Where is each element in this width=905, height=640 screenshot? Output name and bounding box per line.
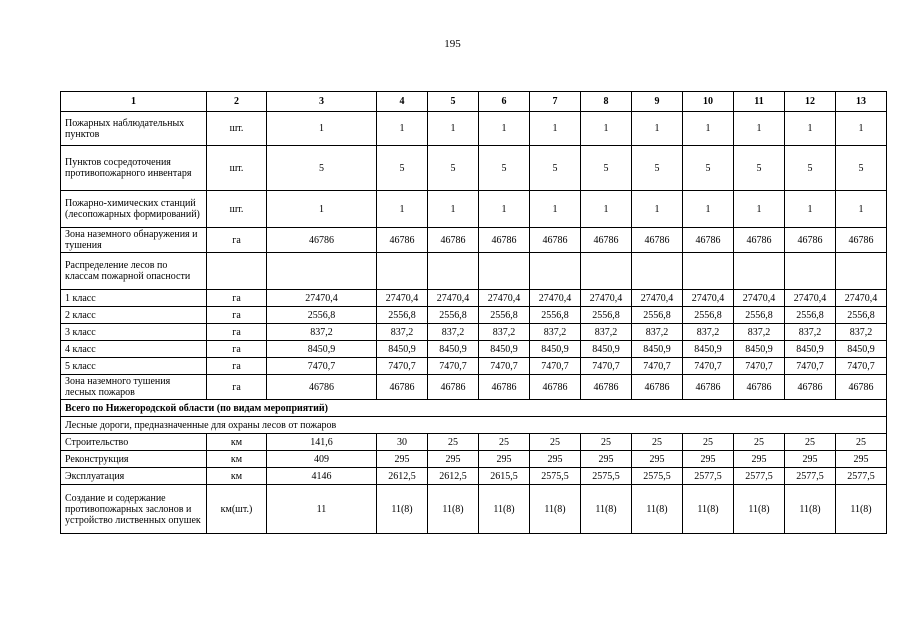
- row-value: 5: [581, 146, 632, 191]
- row-label: Зона наземного обнаружения и тушения: [61, 228, 207, 253]
- section-row: [61, 400, 887, 417]
- row-value: [530, 253, 581, 290]
- column-header: 12: [785, 92, 836, 112]
- row-value: [632, 253, 683, 290]
- row-label: 3 класс: [61, 324, 207, 341]
- row-value: 27470,4: [479, 290, 530, 307]
- row-value: 2556,8: [683, 307, 734, 324]
- row-value: 2556,8: [632, 307, 683, 324]
- row-value: 837,2: [734, 324, 785, 341]
- row-label: Создание и содержание противопожарных заслонов и устройство лиственных опушек: [61, 485, 207, 534]
- row-value: 2577,5: [734, 468, 785, 485]
- row-unit: га: [207, 341, 267, 358]
- table-row: [61, 451, 887, 468]
- row-value: 5: [734, 146, 785, 191]
- row-value: 25: [836, 434, 887, 451]
- row-value: 409: [267, 451, 377, 468]
- row-value: 8450,9: [530, 341, 581, 358]
- row-value: 5: [267, 146, 377, 191]
- table-row: [61, 191, 887, 228]
- row-value: 27470,4: [785, 290, 836, 307]
- row-value: 1: [785, 191, 836, 228]
- row-value: 1: [632, 112, 683, 146]
- row-value: 2575,5: [530, 468, 581, 485]
- table-row: [61, 307, 887, 324]
- row-value: 837,2: [683, 324, 734, 341]
- column-header: 10: [683, 92, 734, 112]
- row-value: 7470,7: [377, 358, 428, 375]
- row-value: 46786: [785, 375, 836, 400]
- column-header: 2: [207, 92, 267, 112]
- row-value: 46786: [632, 375, 683, 400]
- row-value: 295: [581, 451, 632, 468]
- row-value: 295: [785, 451, 836, 468]
- row-value: 2556,8: [377, 307, 428, 324]
- row-value: 837,2: [836, 324, 887, 341]
- row-value: [428, 253, 479, 290]
- column-header: 3: [267, 92, 377, 112]
- row-value: 1: [734, 191, 785, 228]
- row-value: 5: [530, 146, 581, 191]
- row-label: Распределение лесов по классам пожарной опасности: [61, 253, 207, 290]
- row-value: 2615,5: [479, 468, 530, 485]
- row-value: 2612,5: [428, 468, 479, 485]
- row-value: 2556,8: [785, 307, 836, 324]
- row-value: 837,2: [530, 324, 581, 341]
- row-value: 27470,4: [530, 290, 581, 307]
- forest-fire-table: [60, 91, 887, 534]
- row-value: 46786: [428, 228, 479, 253]
- row-value: 8450,9: [428, 341, 479, 358]
- row-value: 11: [267, 485, 377, 534]
- row-value: 46786: [581, 228, 632, 253]
- row-label: 2 класс: [61, 307, 207, 324]
- row-value: 46786: [632, 228, 683, 253]
- row-value: 2556,8: [530, 307, 581, 324]
- row-value: 11(8): [428, 485, 479, 534]
- row-value: 1: [428, 191, 479, 228]
- row-value: 30: [377, 434, 428, 451]
- row-value: 1: [267, 191, 377, 228]
- table-row: [61, 112, 887, 146]
- row-value: 1: [581, 191, 632, 228]
- row-value: 2556,8: [836, 307, 887, 324]
- row-value: 5: [836, 146, 887, 191]
- row-value: 7470,7: [734, 358, 785, 375]
- row-value: 2556,8: [734, 307, 785, 324]
- table-row: [61, 290, 887, 307]
- row-value: 1: [479, 112, 530, 146]
- column-header: 7: [530, 92, 581, 112]
- row-value: 27470,4: [632, 290, 683, 307]
- row-value: 8450,9: [377, 341, 428, 358]
- row-value: 25: [530, 434, 581, 451]
- row-unit: га: [207, 307, 267, 324]
- column-header: 9: [632, 92, 683, 112]
- column-header: 1: [61, 92, 207, 112]
- subsection-title: Лесные дороги, предназначенные для охраны лесов от пожаров: [61, 417, 887, 434]
- row-unit: [207, 253, 267, 290]
- row-value: 8450,9: [836, 341, 887, 358]
- row-unit: км(шт.): [207, 485, 267, 534]
- row-value: 46786: [683, 375, 734, 400]
- row-value: 46786: [530, 375, 581, 400]
- row-value: [683, 253, 734, 290]
- row-value: 8450,9: [267, 341, 377, 358]
- row-value: [479, 253, 530, 290]
- row-value: 5: [683, 146, 734, 191]
- row-label: 5 класс: [61, 358, 207, 375]
- row-value: 1: [581, 112, 632, 146]
- row-value: 1: [267, 112, 377, 146]
- table-row: [61, 434, 887, 451]
- row-value: 7470,7: [785, 358, 836, 375]
- row-value: 11(8): [632, 485, 683, 534]
- row-value: 2575,5: [632, 468, 683, 485]
- column-header: 5: [428, 92, 479, 112]
- row-value: 46786: [479, 228, 530, 253]
- row-value: [581, 253, 632, 290]
- column-header: 13: [836, 92, 887, 112]
- row-value: 11(8): [785, 485, 836, 534]
- row-value: 46786: [785, 228, 836, 253]
- row-label: Реконструкция: [61, 451, 207, 468]
- column-header: 11: [734, 92, 785, 112]
- row-value: 7470,7: [267, 358, 377, 375]
- row-value: 2556,8: [267, 307, 377, 324]
- row-value: 7470,7: [479, 358, 530, 375]
- row-value: 2556,8: [479, 307, 530, 324]
- row-value: 5: [377, 146, 428, 191]
- row-value: 46786: [734, 228, 785, 253]
- row-unit: км: [207, 468, 267, 485]
- row-value: 11(8): [734, 485, 785, 534]
- row-unit: га: [207, 375, 267, 400]
- row-value: 46786: [683, 228, 734, 253]
- row-value: 8450,9: [785, 341, 836, 358]
- row-value: 1: [632, 191, 683, 228]
- row-value: 7470,7: [428, 358, 479, 375]
- table-row: [61, 324, 887, 341]
- column-header: 8: [581, 92, 632, 112]
- row-value: 295: [683, 451, 734, 468]
- row-value: 11(8): [530, 485, 581, 534]
- row-value: 8450,9: [632, 341, 683, 358]
- row-value: 11(8): [479, 485, 530, 534]
- row-label: Эксплуатация: [61, 468, 207, 485]
- row-value: 837,2: [632, 324, 683, 341]
- row-value: 1: [530, 112, 581, 146]
- row-value: 1: [428, 112, 479, 146]
- row-value: 5: [632, 146, 683, 191]
- row-value: 295: [428, 451, 479, 468]
- row-label: 4 класс: [61, 341, 207, 358]
- row-value: 2556,8: [581, 307, 632, 324]
- row-label: Пожарных наблюдательных пунктов: [61, 112, 207, 146]
- row-value: 25: [683, 434, 734, 451]
- row-value: 25: [632, 434, 683, 451]
- row-value: 837,2: [581, 324, 632, 341]
- row-value: 837,2: [377, 324, 428, 341]
- row-unit: шт.: [207, 146, 267, 191]
- row-value: 46786: [428, 375, 479, 400]
- row-value: 25: [428, 434, 479, 451]
- row-value: 2556,8: [428, 307, 479, 324]
- row-value: 46786: [836, 375, 887, 400]
- row-value: 7470,7: [581, 358, 632, 375]
- row-value: 27470,4: [428, 290, 479, 307]
- row-value: 2577,5: [785, 468, 836, 485]
- row-value: 11(8): [377, 485, 428, 534]
- table-row: [61, 485, 887, 534]
- row-unit: га: [207, 324, 267, 341]
- row-value: 46786: [581, 375, 632, 400]
- row-value: 5: [479, 146, 530, 191]
- table-row: [61, 228, 887, 253]
- row-value: 295: [530, 451, 581, 468]
- row-value: 4146: [267, 468, 377, 485]
- table-row: [61, 253, 887, 290]
- row-value: 1: [377, 112, 428, 146]
- row-unit: шт.: [207, 112, 267, 146]
- row-value: 25: [479, 434, 530, 451]
- row-value: 46786: [734, 375, 785, 400]
- row-value: 1: [785, 112, 836, 146]
- row-value: 7470,7: [836, 358, 887, 375]
- row-value: 1: [734, 112, 785, 146]
- row-value: [785, 253, 836, 290]
- row-unit: га: [207, 228, 267, 253]
- row-value: 46786: [267, 375, 377, 400]
- row-value: 5: [785, 146, 836, 191]
- row-value: 8450,9: [734, 341, 785, 358]
- section-title: Всего по Нижегородской области (по видам мероприятий): [61, 400, 887, 417]
- row-label: Пожарно-химических станций (лесопожарных формирований): [61, 191, 207, 228]
- row-value: [377, 253, 428, 290]
- row-value: 11(8): [683, 485, 734, 534]
- row-label: Зона наземного тушения лесных пожаров: [61, 375, 207, 400]
- row-value: 837,2: [785, 324, 836, 341]
- row-value: 295: [377, 451, 428, 468]
- row-value: 1: [479, 191, 530, 228]
- row-value: 25: [581, 434, 632, 451]
- row-value: 27470,4: [734, 290, 785, 307]
- table-row: [61, 468, 887, 485]
- row-value: 837,2: [428, 324, 479, 341]
- row-unit: км: [207, 451, 267, 468]
- row-value: 5: [428, 146, 479, 191]
- table-row: [61, 341, 887, 358]
- row-value: 295: [836, 451, 887, 468]
- row-value: 46786: [836, 228, 887, 253]
- row-value: 46786: [377, 228, 428, 253]
- row-value: 837,2: [479, 324, 530, 341]
- row-unit: км: [207, 434, 267, 451]
- table-header-row: [61, 92, 887, 112]
- row-value: 295: [632, 451, 683, 468]
- row-value: 7470,7: [530, 358, 581, 375]
- column-header: 6: [479, 92, 530, 112]
- row-value: 46786: [479, 375, 530, 400]
- row-label: Строительство: [61, 434, 207, 451]
- row-value: 7470,7: [632, 358, 683, 375]
- row-label: 1 класс: [61, 290, 207, 307]
- row-value: 8450,9: [683, 341, 734, 358]
- row-value: [734, 253, 785, 290]
- row-value: 11(8): [836, 485, 887, 534]
- row-unit: шт.: [207, 191, 267, 228]
- row-value: 295: [479, 451, 530, 468]
- row-value: 141,6: [267, 434, 377, 451]
- page-number: 195: [444, 38, 461, 50]
- row-value: 46786: [530, 228, 581, 253]
- row-value: 1: [377, 191, 428, 228]
- row-value: 8450,9: [581, 341, 632, 358]
- row-value: 27470,4: [377, 290, 428, 307]
- row-value: 1: [530, 191, 581, 228]
- row-label: Пунктов сосредоточения противопожарного инвентаря: [61, 146, 207, 191]
- row-value: 46786: [267, 228, 377, 253]
- row-value: 27470,4: [581, 290, 632, 307]
- table-row: [61, 146, 887, 191]
- row-value: 25: [785, 434, 836, 451]
- table-row: [61, 358, 887, 375]
- row-value: 2577,5: [836, 468, 887, 485]
- row-value: 837,2: [267, 324, 377, 341]
- row-unit: га: [207, 290, 267, 307]
- row-value: 27470,4: [267, 290, 377, 307]
- row-value: 2575,5: [581, 468, 632, 485]
- row-value: 1: [683, 191, 734, 228]
- row-value: 27470,4: [836, 290, 887, 307]
- row-value: 1: [836, 112, 887, 146]
- column-header: 4: [377, 92, 428, 112]
- row-value: [836, 253, 887, 290]
- row-value: 2612,5: [377, 468, 428, 485]
- row-value: [267, 253, 377, 290]
- row-value: 295: [734, 451, 785, 468]
- row-value: 8450,9: [479, 341, 530, 358]
- row-value: 46786: [377, 375, 428, 400]
- row-value: 1: [836, 191, 887, 228]
- row-value: 1: [683, 112, 734, 146]
- row-value: 11(8): [581, 485, 632, 534]
- table-row: [61, 375, 887, 400]
- row-unit: га: [207, 358, 267, 375]
- row-value: 2577,5: [683, 468, 734, 485]
- row-value: 25: [734, 434, 785, 451]
- row-value: 7470,7: [683, 358, 734, 375]
- subsection-row: [61, 417, 887, 434]
- row-value: 27470,4: [683, 290, 734, 307]
